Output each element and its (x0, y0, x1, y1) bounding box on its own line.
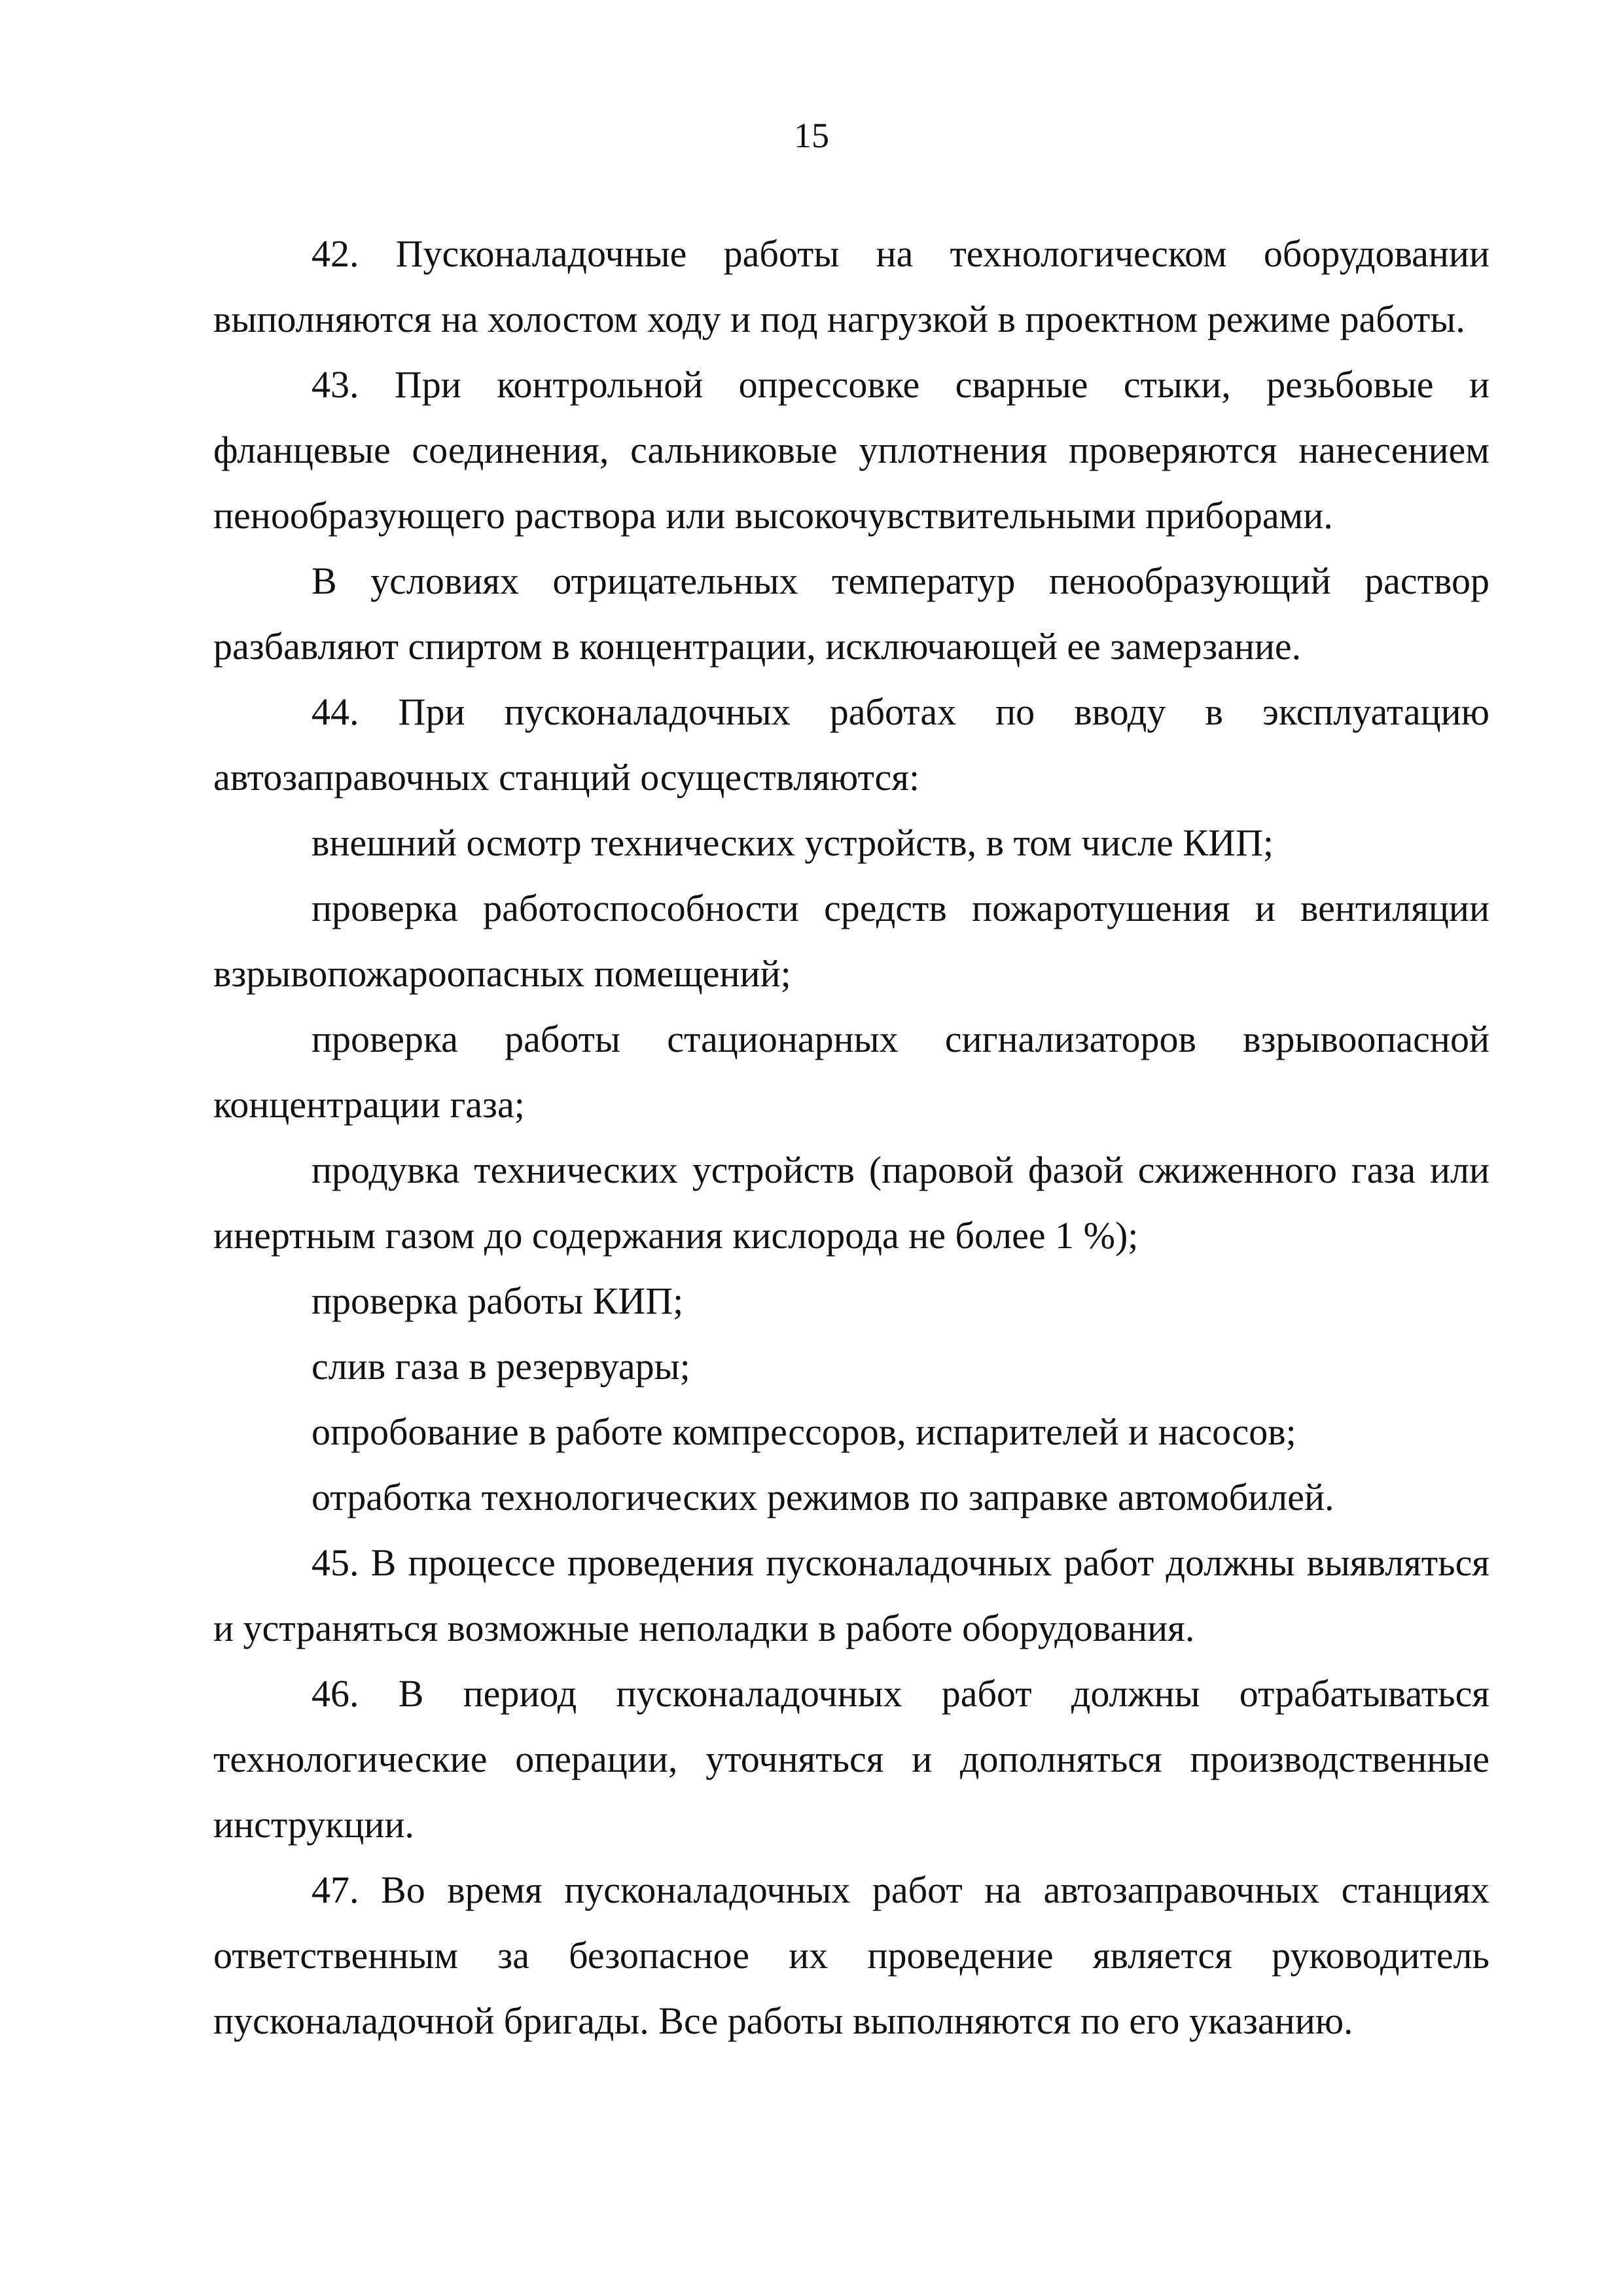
list-item-kip-check: проверка работы КИП; (312, 1280, 684, 1322)
paragraph-43-note: В условиях отрицательных температур пенообразующий раствор разбавляют спиртом в концентрации, исключающей ее замерзание. (213, 560, 1489, 668)
list-item-gas-drain: слив газа в резервуары; (312, 1345, 690, 1388)
document-body (213, 221, 1489, 2054)
paragraph-47: 47. Во время пусконаладочных работ на автозаправочных станциях ответственным за безопасное их проведение является руководитель пусконаладочной бригады. Все работы выполняются по его указанию. (213, 1869, 1489, 2042)
list-item-gas-detectors: проверка работы стационарных сигнализаторов взрывоопасной концентрации газа; (213, 1018, 1489, 1126)
list-item-fire-ventilation: проверка работоспособности средств пожаротушения и вентиляции взрывопожароопасных помещений; (213, 887, 1489, 995)
list-item-inspection: внешний осмотр технических устройств, в том числе КИП; (312, 821, 1274, 864)
list-item-refueling-modes: отработка технологических режимов по заправке автомобилей. (312, 1476, 1334, 1518)
list-item-equipment-test: опробование в работе компрессоров, испарителей и насосов; (312, 1410, 1296, 1453)
paragraph-43: 43. При контрольной опрессовке сварные стыки, резьбовые и фланцевые соединения, сальниковые уплотнения проверяются нанесением пенообразующего раствора или высокочувствительными приборами. (213, 363, 1489, 537)
paragraph-44: 44. При пусконаладочных работах по вводу в эксплуатацию автозаправочных станций осуществляются: (213, 691, 1489, 798)
list-item-purging: продувка технических устройств (паровой фазой сжиженного газа или инертным газом до содержания кислорода не более 1 %); (213, 1149, 1489, 1257)
paragraph-45: 45. В процессе проведения пусконаладочных работ должны выявляться и устраняться возможные неполадки в работе оборудования. (213, 1541, 1489, 1649)
paragraph-46: 46. В период пусконаладочных работ должны отрабатываться технологические операции, уточняться и дополняться производственные инструкции. (213, 1672, 1489, 1846)
paragraph-42: 42. Пусконаладочные работы на технологическом оборудовании выполняются на холостом ходу и под нагрузкой в проектном режиме работы. (213, 232, 1489, 340)
page-number: 15 (794, 116, 829, 155)
